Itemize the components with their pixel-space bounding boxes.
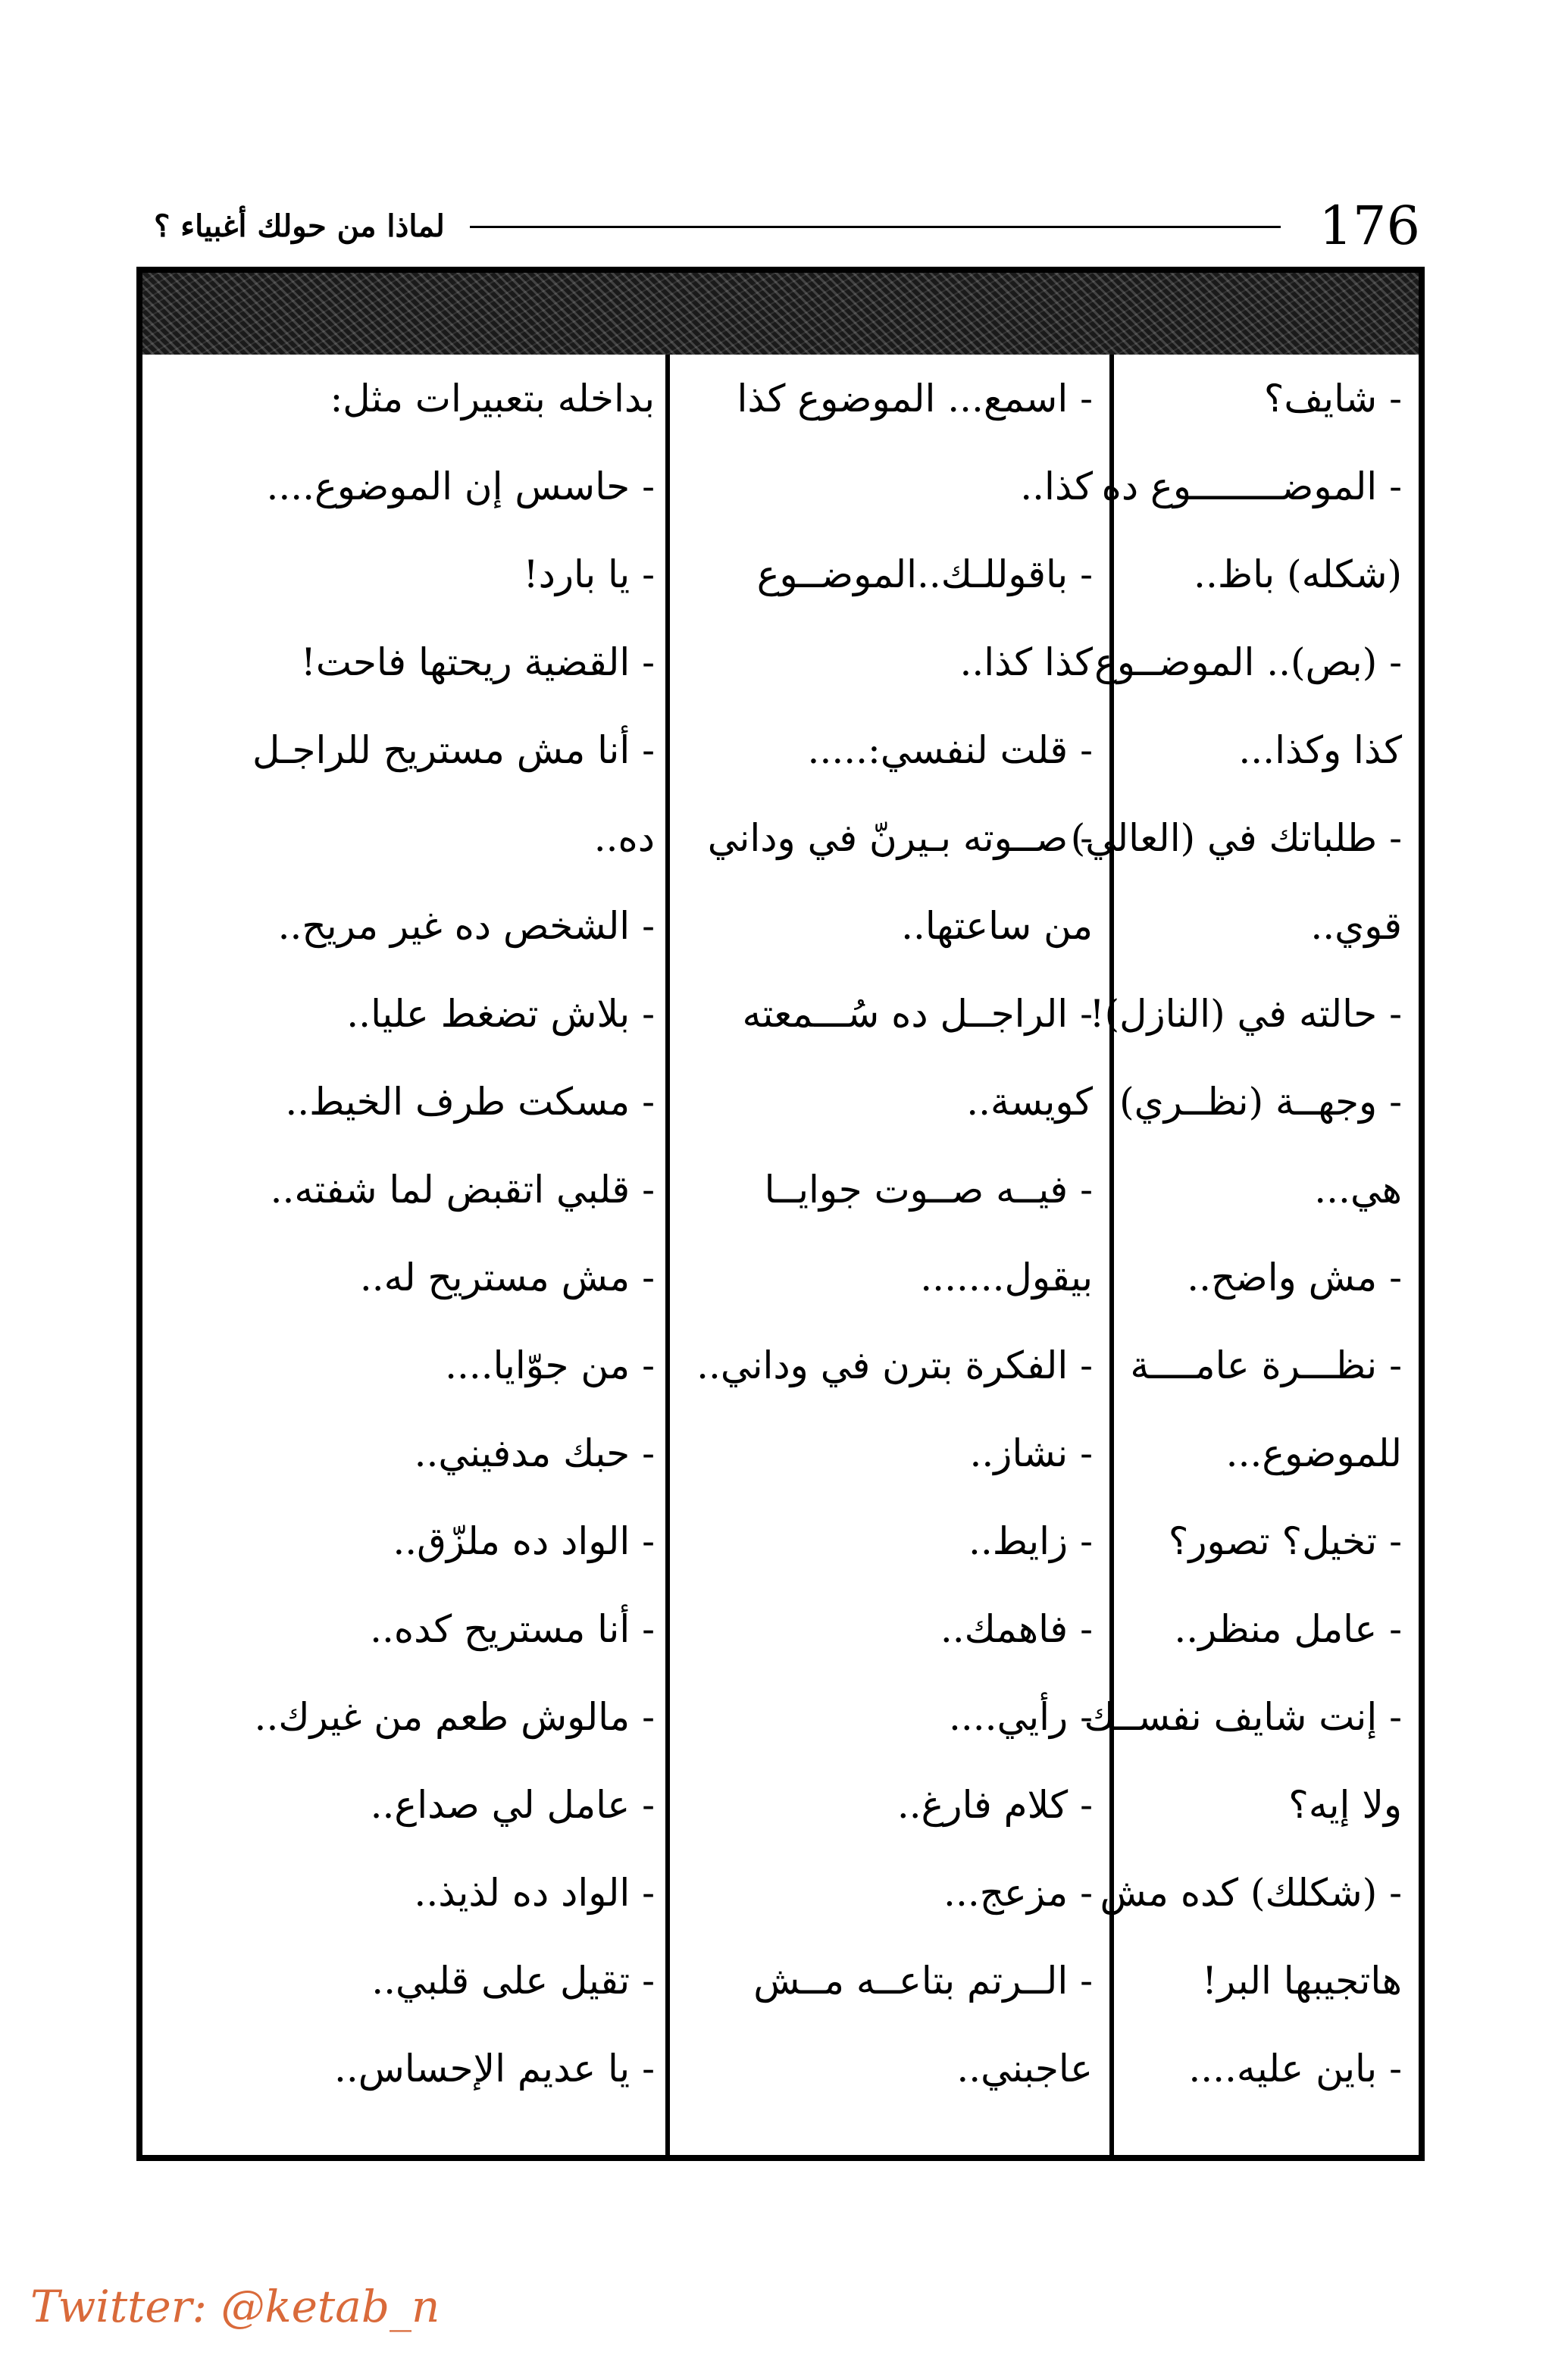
table-cell: - أنا مستريح كده.. — [370, 1607, 655, 1651]
table-cell: بيقول....... — [920, 1256, 1093, 1299]
table-cell: - (بص).. الموضــوع — [1094, 640, 1402, 684]
table-column-left — [142, 355, 671, 2155]
table-cell: من ساعتها.. — [901, 904, 1093, 948]
table-cell: - من جوّايا.... — [445, 1343, 655, 1387]
table-cell: كذا وكذا... — [1238, 728, 1402, 772]
table-cell: - تخيل؟ تصور؟ — [1168, 1519, 1402, 1563]
table-cell: - شايف؟ — [1263, 377, 1402, 421]
table-cell: - مسكت طرف الخيط.. — [285, 1080, 655, 1124]
table-cell: - باقوللـك..الموضــوع — [756, 552, 1093, 596]
table-cell: - أنا مش مستريح للراجـل — [252, 728, 655, 772]
table-cell: - إنت شايف نفســك — [1084, 1695, 1402, 1739]
table-cell: - الواد ده ملزّق.. — [393, 1519, 655, 1563]
expressions-table — [136, 267, 1425, 2161]
table-cell: قوي.. — [1310, 904, 1402, 948]
table-cell: - كلام فارغ.. — [896, 1783, 1093, 1827]
page-number: 176 — [1319, 195, 1420, 257]
table-cell: - القضية ريحتها فاحت! — [300, 640, 655, 684]
table-cell: هي... — [1314, 1168, 1402, 1212]
table-cell: - زايط.. — [968, 1519, 1093, 1563]
table-cell: - يا بارد! — [523, 552, 655, 596]
table-cell: - مالوش طعم من غيرك.. — [254, 1695, 655, 1739]
table-cell: - اسمع... الموضوع كذا — [737, 377, 1093, 421]
table-cell: - قلت لنفسي:..... — [807, 728, 1093, 772]
table-cell: - فاهمك.. — [940, 1607, 1093, 1651]
table-cell: - طلباتك في (العالي) — [1070, 816, 1402, 860]
table-cell: - الواد ده لذيذ.. — [414, 1871, 655, 1915]
table-cell: كذا كذا.. — [959, 640, 1093, 684]
table-cell: ده.. — [593, 816, 655, 860]
table-cell: - مش مستريح له.. — [359, 1256, 655, 1299]
table-cell: بداخله بتعبيرات مثل: — [330, 377, 655, 421]
table-cell: - حاسس إن الموضوع.... — [266, 464, 655, 508]
table-cell: - الــرتم بتاعــه مــش — [753, 1959, 1093, 2003]
table-cell: - عامل منظر.. — [1174, 1607, 1402, 1651]
table-cell: - الموضــــــــوع ده — [1101, 464, 1402, 508]
table-cell: للموضوع... — [1225, 1431, 1402, 1475]
watermark: Twitter: @ketab_n — [30, 2281, 440, 2332]
table-cell: كذا.. — [1020, 464, 1093, 508]
header-rule — [470, 226, 1281, 228]
table-cell: كويسة.. — [966, 1080, 1093, 1124]
table-header-band — [142, 273, 1419, 355]
table-cell: - حالته في (النازل)! — [1089, 992, 1402, 1036]
table-cell: - باين عليه.... — [1188, 2047, 1402, 2091]
table-cell: - نشاز.. — [969, 1431, 1093, 1475]
table-cell: - الراجــل ده سُـــمعته — [742, 992, 1093, 1036]
table-cell: - رأيي.... — [949, 1695, 1093, 1739]
table-cell: - فيــه صــوت جوايــا — [764, 1168, 1093, 1212]
table-cell: - حبك مدفيني.. — [414, 1431, 655, 1475]
table-cell: - نظـــرة عامــــة — [1130, 1343, 1402, 1387]
table-column-right — [1070, 355, 1419, 2155]
running-title: لماذا من حولك أغبياء ؟ — [154, 208, 445, 244]
table-cell: هاتجيبها البر! — [1201, 1959, 1402, 2003]
table-cell: - وجهــة (نظــري) — [1119, 1080, 1402, 1124]
table-cell: - (شكلك) كده مش — [1100, 1871, 1402, 1915]
table-cell: - قلبي اتقبض لما شفته.. — [270, 1168, 655, 1212]
table-cell: - مزعج... — [943, 1871, 1093, 1915]
table-column-middle — [665, 355, 1114, 2155]
table-cell: - الفكرة بترن في وداني.. — [696, 1343, 1093, 1387]
table-cell: عاجبني.. — [956, 2047, 1093, 2091]
table-cell: - تقيل على قلبي.. — [371, 1959, 655, 2003]
table-cell: - عامل لي صداع.. — [370, 1783, 655, 1827]
table-cell: (شكله) باظ.. — [1194, 552, 1402, 596]
page-header — [136, 195, 1425, 256]
table-cell: - صــوته بـيرنّ في وداني — [707, 816, 1093, 860]
table-cell: - بلاش تضغط عليا.. — [346, 992, 655, 1036]
table-cell: - يا عديم الإحساس.. — [334, 2047, 655, 2091]
table-cell: - الشخص ده غير مريح.. — [277, 904, 655, 948]
table-cell: ولا إيه؟ — [1288, 1783, 1402, 1827]
table-cell: - مش واضح.. — [1187, 1256, 1402, 1299]
